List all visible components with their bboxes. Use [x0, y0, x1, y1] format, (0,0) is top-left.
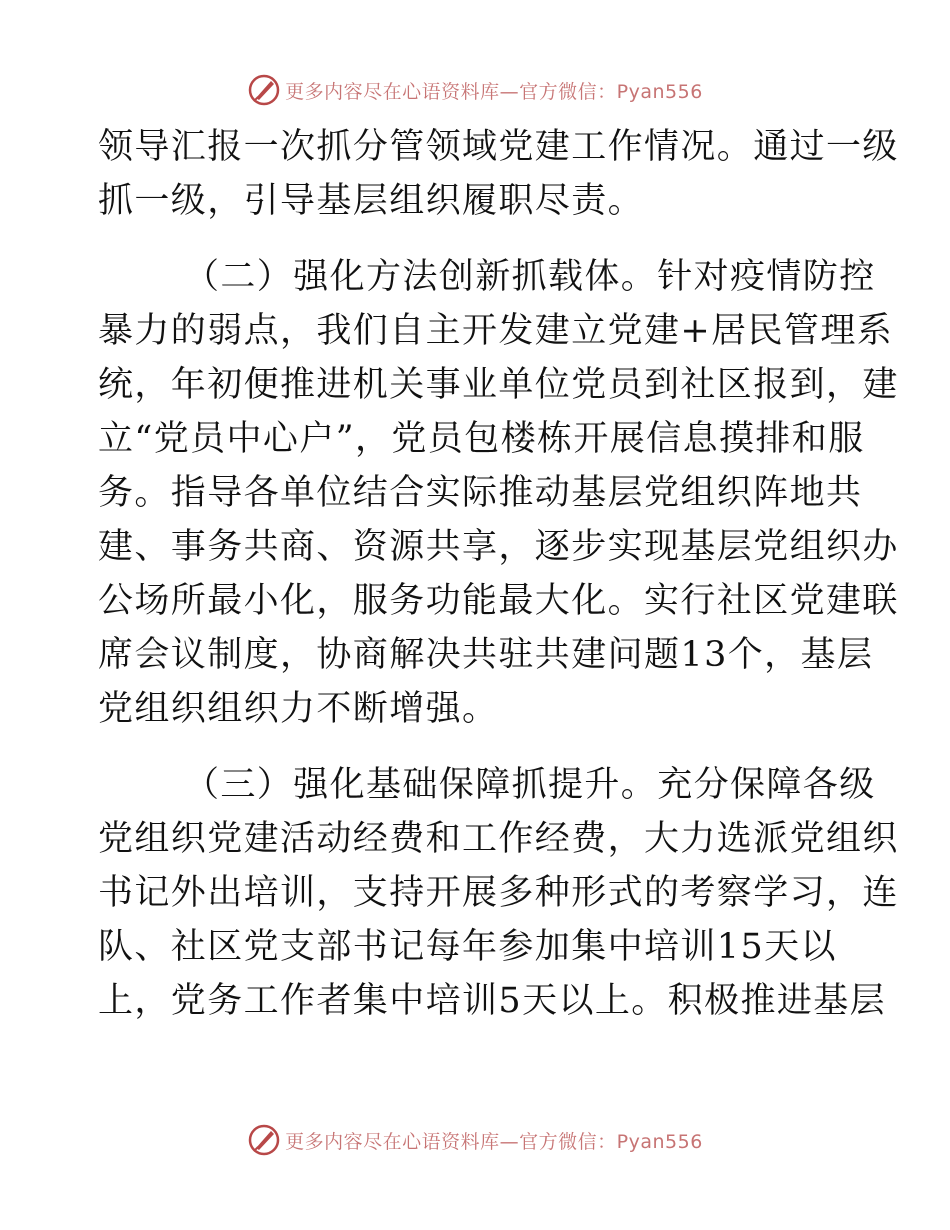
watermark-text: 更多内容尽在心语资料库—官方微信：Pyan556	[285, 1130, 703, 1153]
paragraph-section-two	[98, 250, 899, 736]
text-line: 党组织党建活动经费和工作经费，大力选派党组织	[98, 819, 899, 859]
section-heading-line: （三）强化基础保障抓提升。充分保障各级	[184, 765, 876, 805]
text-line: 席会议制度，协商解决共驻共建问题13个，基层	[98, 635, 874, 675]
text-line: 抓一级，引导基层组织履职尽责。	[98, 181, 645, 221]
text-line: 统，年初便推进机关事业单位党员到社区报到，建	[98, 365, 899, 405]
text-line: 领导汇报一次抓分管领域党建工作情况。通过一级	[98, 127, 899, 167]
text-line: 暴力的弱点，我们自主开发建立党建+居民管理系	[98, 311, 894, 351]
paragraph-section-three	[98, 758, 899, 1028]
document-body	[98, 120, 899, 1028]
watermark-text: 更多内容尽在心语资料库—官方微信：Pyan556	[285, 80, 703, 103]
text-line: 队、社区党支部书记每年参加集中培训15天以	[98, 927, 837, 967]
section-heading-line: （二）强化方法创新抓载体。针对疫情防控	[184, 257, 876, 297]
text-line: 书记外出培训，支持开展多种形式的考察学习，连	[98, 873, 899, 913]
text-line: 建、事务共商、资源共享，逐步实现基层党组织办	[98, 527, 899, 567]
text-line: 上，党务工作者集中培训5天以上。积极推进基层	[98, 981, 887, 1021]
paragraph-continuation	[98, 120, 899, 228]
footer-watermark	[0, 1120, 950, 1160]
text-line: 公场所最小化，服务功能最大化。实行社区党建联	[98, 581, 899, 621]
text-line: 务。指导各单位结合实际推动基层党组织阵地共	[98, 473, 863, 513]
text-line: 党组织组织力不断增强。	[98, 689, 499, 729]
quill-logo-icon	[247, 73, 281, 107]
header-watermark	[0, 70, 950, 110]
quill-logo-icon	[247, 1123, 281, 1157]
text-line: 立“党员中心户”，党员包楼栋开展信息摸排和服	[98, 419, 865, 459]
